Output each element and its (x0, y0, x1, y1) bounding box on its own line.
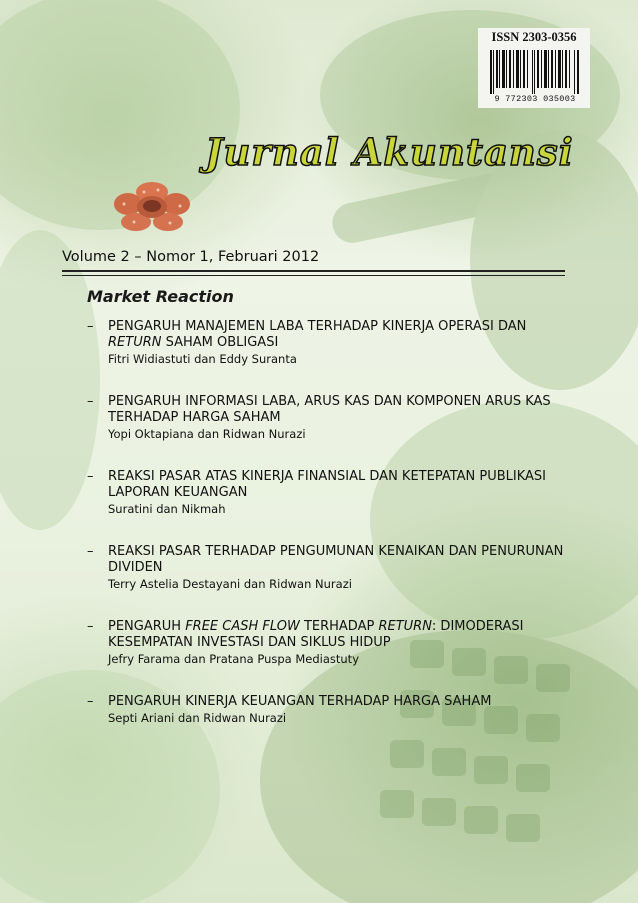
article-authors: Yopi Oktapiana dan Ridwan Nurazi (108, 427, 306, 441)
issn-block (478, 28, 590, 108)
article-title: PENGARUH FREE CASH FLOW TERHADAP RETURN: DIMODERASI KESEMPATAN INVESTASI DAN SIKLUS HIDUP (108, 619, 524, 650)
list-dash: – (87, 469, 94, 484)
article-title: REAKSI PASAR TERHADAP PENGUMUNAN KENAIKAN DAN PENURUNAN DIVIDEN (108, 544, 564, 575)
article-authors: Jefry Farama dan Pratana Puspa Mediastuty (108, 652, 359, 666)
divider-thin (62, 275, 565, 276)
table-of-contents (87, 319, 577, 753)
article-item (87, 319, 577, 368)
article-item (87, 394, 577, 443)
article-title: PENGARUH INFORMASI LABA, ARUS KAS DAN KOMPONEN ARUS KAS TERHADAP HARGA SAHAM (108, 394, 551, 425)
list-dash: – (87, 619, 94, 634)
section-title: Market Reaction (87, 287, 234, 306)
list-dash: – (87, 544, 94, 559)
article-title: PENGARUH MANAJEMEN LABA TERHADAP KINERJA OPERASI DAN RETURN SAHAM OBLIGASI (108, 319, 527, 350)
article-authors: Septi Ariani dan Ridwan Nurazi (108, 711, 287, 725)
article-item (87, 694, 577, 727)
article-title: PENGARUH KINERJA KEUANGAN TERHADAP HARGA SAHAM (108, 694, 492, 709)
rafflesia-flower-icon (114, 182, 190, 232)
article-item (87, 469, 577, 518)
article-authors: Terry Astelia Destayani dan Ridwan Nurazi (108, 577, 352, 591)
article-title: REAKSI PASAR ATAS KINERJA FINANSIAL DAN KETEPATAN PUBLIKASI LAPORAN KEUANGAN (108, 469, 547, 500)
barcode-icon (490, 50, 580, 94)
volume-issue-line: Volume 2 – Nomor 1, Februari 2012 (62, 249, 320, 265)
article-item (87, 619, 577, 668)
list-dash: – (87, 394, 94, 409)
article-authors: Fitri Widiastuti dan Eddy Suranta (108, 352, 297, 366)
list-dash: – (87, 319, 94, 334)
list-dash: – (87, 694, 94, 709)
article-authors: Suratini dan Nikmah (108, 502, 226, 516)
issn-label: ISSN 2303-0356 (491, 30, 577, 44)
barcode-number: 9 772303 035003 (494, 94, 576, 104)
divider-thick (62, 270, 565, 272)
article-item (87, 544, 577, 593)
journal-title: Jurnal Akuntansi (205, 130, 574, 174)
